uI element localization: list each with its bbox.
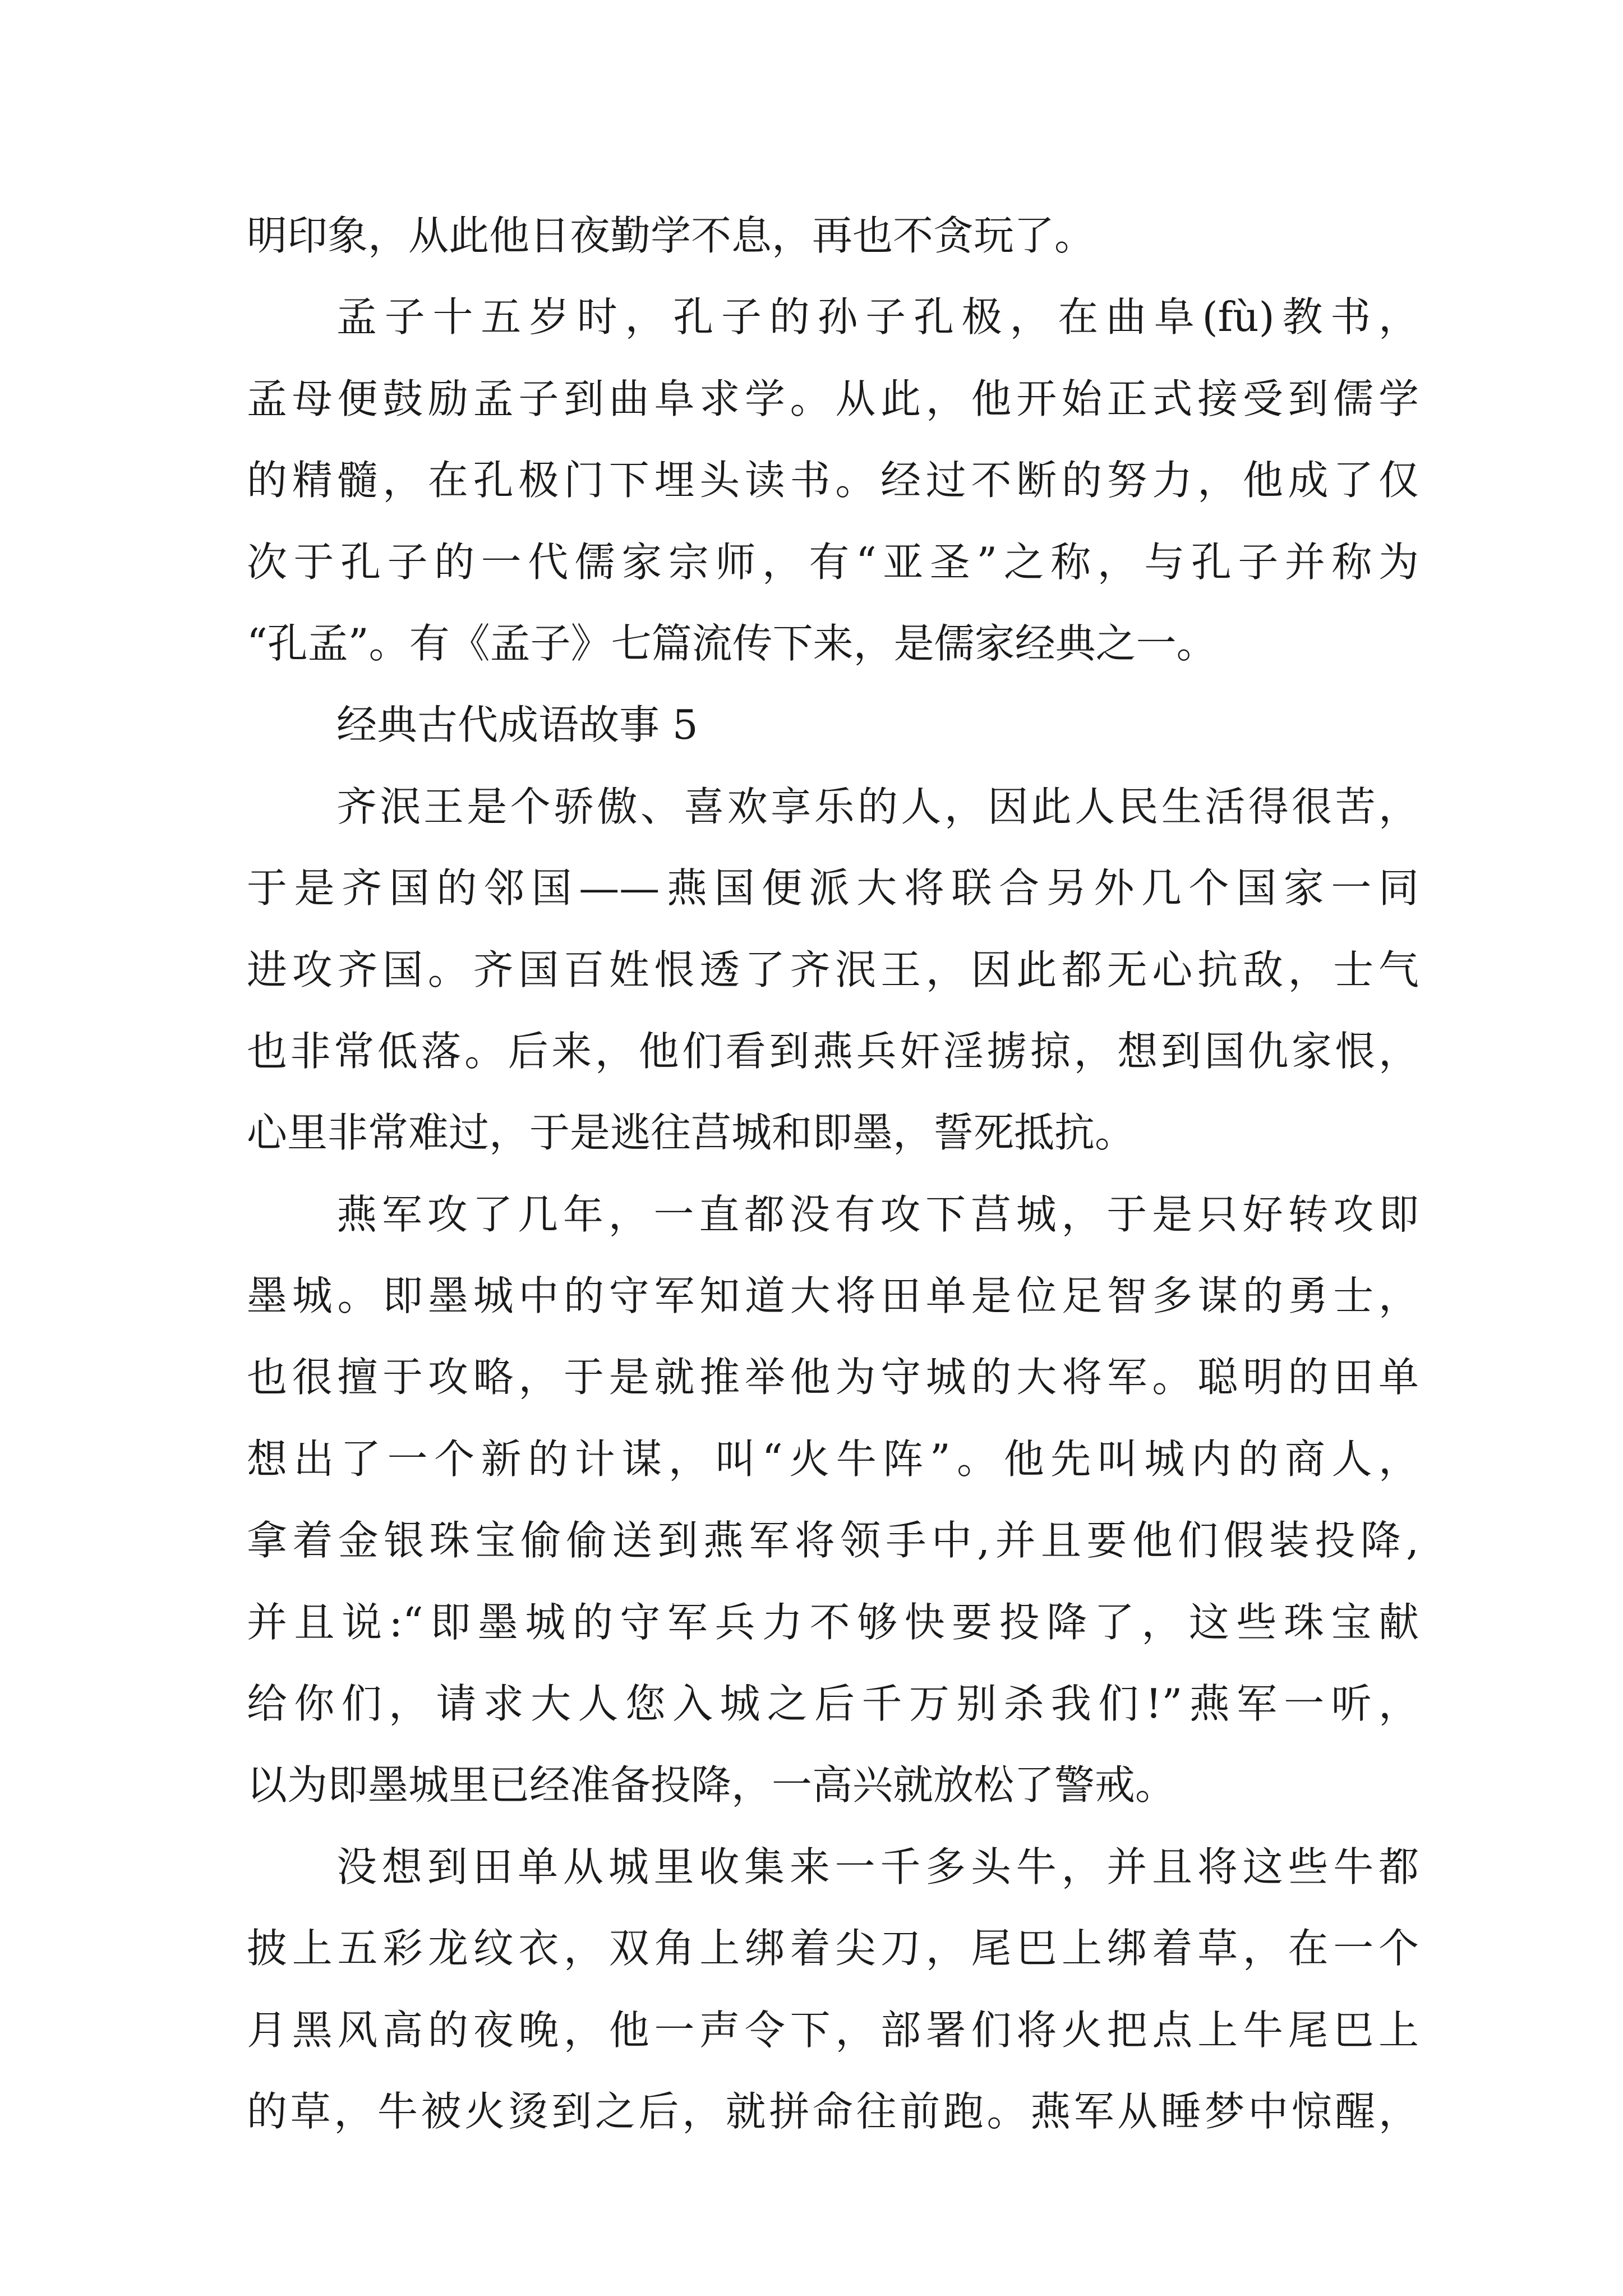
text-line-content: 以为即墨城里已经准备投降，一高兴就放松了警戒。	[247, 1761, 1176, 1809]
text-line	[247, 1174, 1419, 1255]
text-line	[247, 1990, 1419, 2071]
text-line-content: 也非常低落。后来，他们看到燕兵奸淫掳掠，想到国仇家恨，	[247, 1027, 1419, 1075]
text-line-content: 孟子十五岁时，孔子的孙子孔极，在曲阜(fù)教书，	[336, 293, 1419, 341]
text-line-content: 并且说:“即墨城的守军兵力不够快要投降了，这些珠宝献	[247, 1598, 1419, 1646]
text-line	[247, 766, 1419, 848]
text-line-content: 孟母便鼓励孟子到曲阜求学。从此，他开始正式接受到儒学	[247, 375, 1419, 422]
text-line	[247, 440, 1419, 521]
text-line-content: 经典古代成语故事 5	[336, 701, 698, 749]
text-line	[247, 684, 1419, 766]
text-line-content: 给你们，请求大人您入城之后千万别杀我们!”燕军一听，	[247, 1680, 1419, 1728]
text-line	[247, 1826, 1419, 1908]
text-line-content: 进攻齐国。齐国百姓恨透了齐泯王，因此都无心抗敌，士气	[247, 946, 1419, 993]
text-line	[247, 1092, 1419, 1174]
text-line-content: 拿着金银珠宝偷偷送到燕军将领手中,并且要他们假装投降,	[247, 1517, 1419, 1565]
text-line	[247, 1582, 1419, 1663]
text-line	[247, 1745, 1419, 1826]
text-line	[247, 1908, 1419, 1989]
text-line	[247, 1500, 1419, 1581]
text-line-content: 也很擅于攻略，于是就推举他为守城的大将军。聪明的田单	[247, 1354, 1419, 1401]
text-line-content: 心里非常难过，于是逃往莒城和即墨，誓死抵抗。	[247, 1109, 1136, 1157]
text-line	[247, 1419, 1419, 1500]
text-line-content: 于是齐国的邻国——燕国便派大将联合另外几个国家一同	[247, 864, 1419, 912]
text-line	[247, 848, 1419, 929]
text-line-content: “孔孟”。有《孟子》七篇流传下来，是儒家经典之一。	[247, 619, 1217, 667]
text-line	[247, 195, 1419, 277]
text-line	[247, 930, 1419, 1011]
text-line	[247, 1663, 1419, 1745]
text-line-content: 想出了一个新的计谋，叫“火牛阵”。他先叫城内的商人，	[247, 1435, 1419, 1483]
text-line	[247, 1337, 1419, 1418]
text-line	[247, 277, 1419, 358]
text-line-content: 披上五彩龙纹衣，双角上绑着尖刀，尾巴上绑着草，在一个	[247, 1925, 1419, 1972]
text-line	[247, 522, 1419, 603]
document-body	[247, 195, 1419, 2152]
text-line-content: 燕军攻了几年，一直都没有攻下莒城，于是只好转攻即	[336, 1190, 1419, 1238]
text-line-content: 的草，牛被火烫到之后，就拼命往前跑。燕军从睡梦中惊醒，	[247, 2087, 1419, 2135]
text-line	[247, 1255, 1419, 1337]
text-line-content: 墨城。即墨城中的守军知道大将田单是位足智多谋的勇士，	[247, 1272, 1419, 1320]
text-line	[247, 2071, 1419, 2152]
text-line	[247, 358, 1419, 440]
text-line-content: 次于孔子的一代儒家宗师，有“亚圣”之称，与孔子并称为	[247, 538, 1419, 586]
text-line-content: 的精髓，在孔极门下埋头读书。经过不断的努力，他成了仅	[247, 457, 1419, 504]
text-line	[247, 603, 1419, 684]
text-line-content: 没想到田单从城里收集来一千多头牛，并且将这些牛都	[336, 1843, 1419, 1890]
text-line-content: 齐泯王是个骄傲、喜欢享乐的人，因此人民生活得很苦，	[336, 783, 1419, 830]
text-line	[247, 1011, 1419, 1092]
text-line-content: 月黑风高的夜晚，他一声令下，部署们将火把点上牛尾巴上	[247, 2006, 1419, 2054]
text-line-content: 明印象，从此他日夜勤学不息，再也不贪玩了。	[247, 212, 1095, 259]
